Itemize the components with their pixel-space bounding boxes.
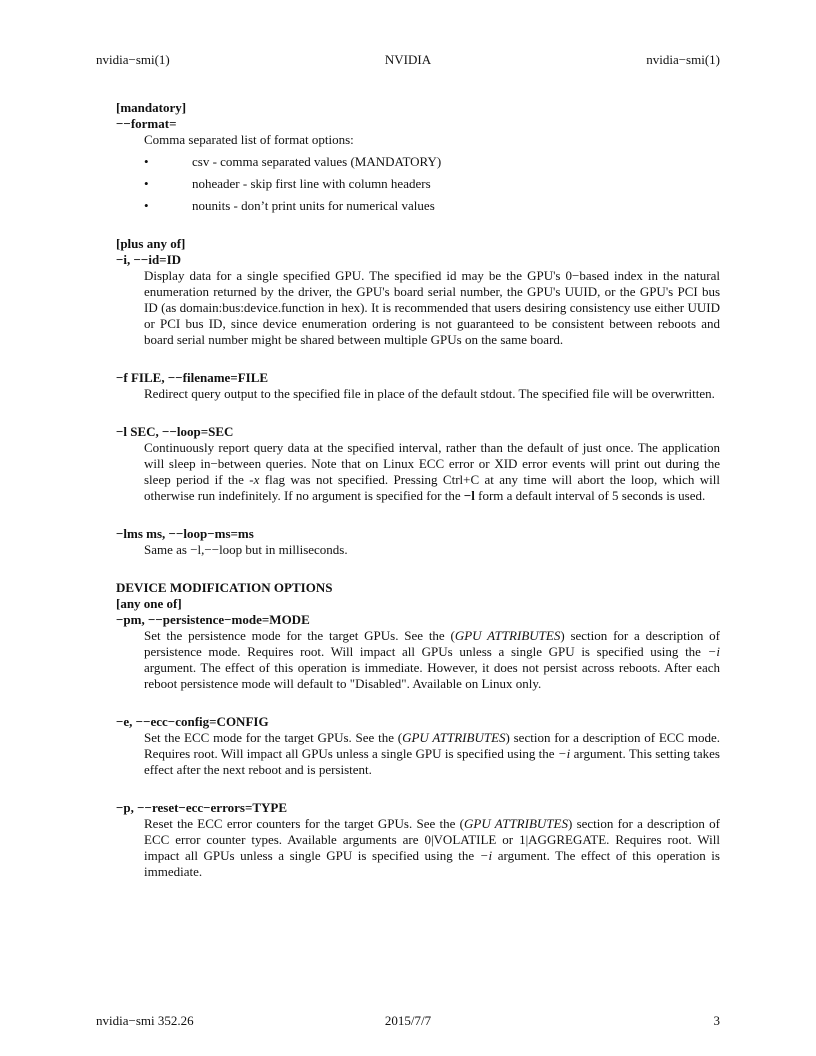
format-option-description: Comma separated list of format options: [144,132,354,147]
loop-option-term: −l SEC, −−loop=SEC [116,424,234,439]
format-option-term: −−format= [116,116,177,131]
reset-ecc-errors-option-term: −p, −−reset−ecc−errors=TYPE [116,800,288,815]
header-left: nvidia−smi(1) [96,52,170,67]
id-option-description: Display data for a single specified GPU. The specified id may be the GPU's 0−based index in the natural enumeration returned by the driver, the GPU's board serial number, the GPU's UUID, or the GPU's PCI bus ID (as domain:bus:device.function in hex). It is recommended that users desiring consistency use either UUID or PCI bus ID, since device enumeration ordering is not guaranteed to be consistent between reboots and board serial number might be shared between multiple GPUs on the same board. [144,268,720,347]
format-bullet-csv [144,154,720,170]
ecc-config-option-description: Set the ECC mode for the target GPUs. See the (GPU ATTRIBUTES) section for a description of ECC mode. Requires root. Will impact all GPUs unless a single GPU is specified using the −i argument. This setting takes effect after the next reboot and is persistent. [144,730,720,777]
header-center: NVIDIA [384,52,432,67]
loop-ms-option-term: −lms ms, −−loop−ms=ms [116,526,254,541]
man-page-body [116,100,720,880]
format-bullet-noheader [144,176,720,192]
any-one-of-label: [any one of] [116,596,182,611]
persistence-mode-option-term: −pm, −−persistence−mode=MODE [116,612,310,627]
bullet-text: csv - comma separated values (MANDATORY) [192,154,442,169]
footer-left: nvidia−smi 352.26 [96,1013,194,1028]
bullet-icon: • [144,198,149,213]
footer-page-number: 3 [713,1013,720,1028]
bullet-icon: • [144,154,149,169]
footer-center: 2015/7/7 [384,1013,432,1028]
page-header [96,52,720,68]
filename-option-description: Redirect query output to the specified file in place of the default stdout. The specified file will be overwritten. [144,386,715,401]
bullet-text: noheader - skip first line with column headers [192,176,431,191]
bullet-icon: • [144,176,149,191]
loop-option-description: Continuously report query data at the specified interval, rather than the default of just once. The application will sleep in−between queries. Note that on Linux ECC error or XID error events will print out during the sleep period if the -x flag was not specified. Pressing Ctrl+C at any time will abort the loop, which will otherwise run indefinitely. If no argument is specified for the −l form a default interval of 5 seconds is used. [144,440,720,503]
loop-ms-option-description: Same as −l,−−loop but in milliseconds. [144,542,348,557]
mandatory-label: [mandatory] [116,100,187,115]
bullet-text: nounits - don’t print units for numerical values [192,198,435,213]
id-option-term: −i, −−id=ID [116,252,182,267]
plus-any-of-label: [plus any of] [116,236,186,251]
ecc-config-option-term: −e, −−ecc−config=CONFIG [116,714,269,729]
device-modification-heading: DEVICE MODIFICATION OPTIONS [116,580,333,595]
persistence-mode-option-description: Set the persistence mode for the target GPUs. See the (GPU ATTRIBUTES) section for a description of persistence mode. Requires root. Will impact all GPUs unless a single GPU is specified using the −i argument. The effect of this operation is immediate. However, it does not persist across reboots. After each reboot persistence mode will default to "Disabled". Available on Linux only. [144,628,721,691]
filename-option-term: −f FILE, −−filename=FILE [116,370,269,385]
header-right: nvidia−smi(1) [646,52,720,67]
format-bullet-nounits [144,198,720,214]
reset-ecc-errors-option-description: Reset the ECC error counters for the target GPUs. See the (GPU ATTRIBUTES) section for a description of ECC error counter types. Available arguments are 0|VOLATILE or 1|AGGREGATE. Requires root. Will impact all GPUs unless a single GPU is specified using the −i argument. The effect of this operation is immediate. [144,816,720,879]
page-footer [96,1013,720,1029]
